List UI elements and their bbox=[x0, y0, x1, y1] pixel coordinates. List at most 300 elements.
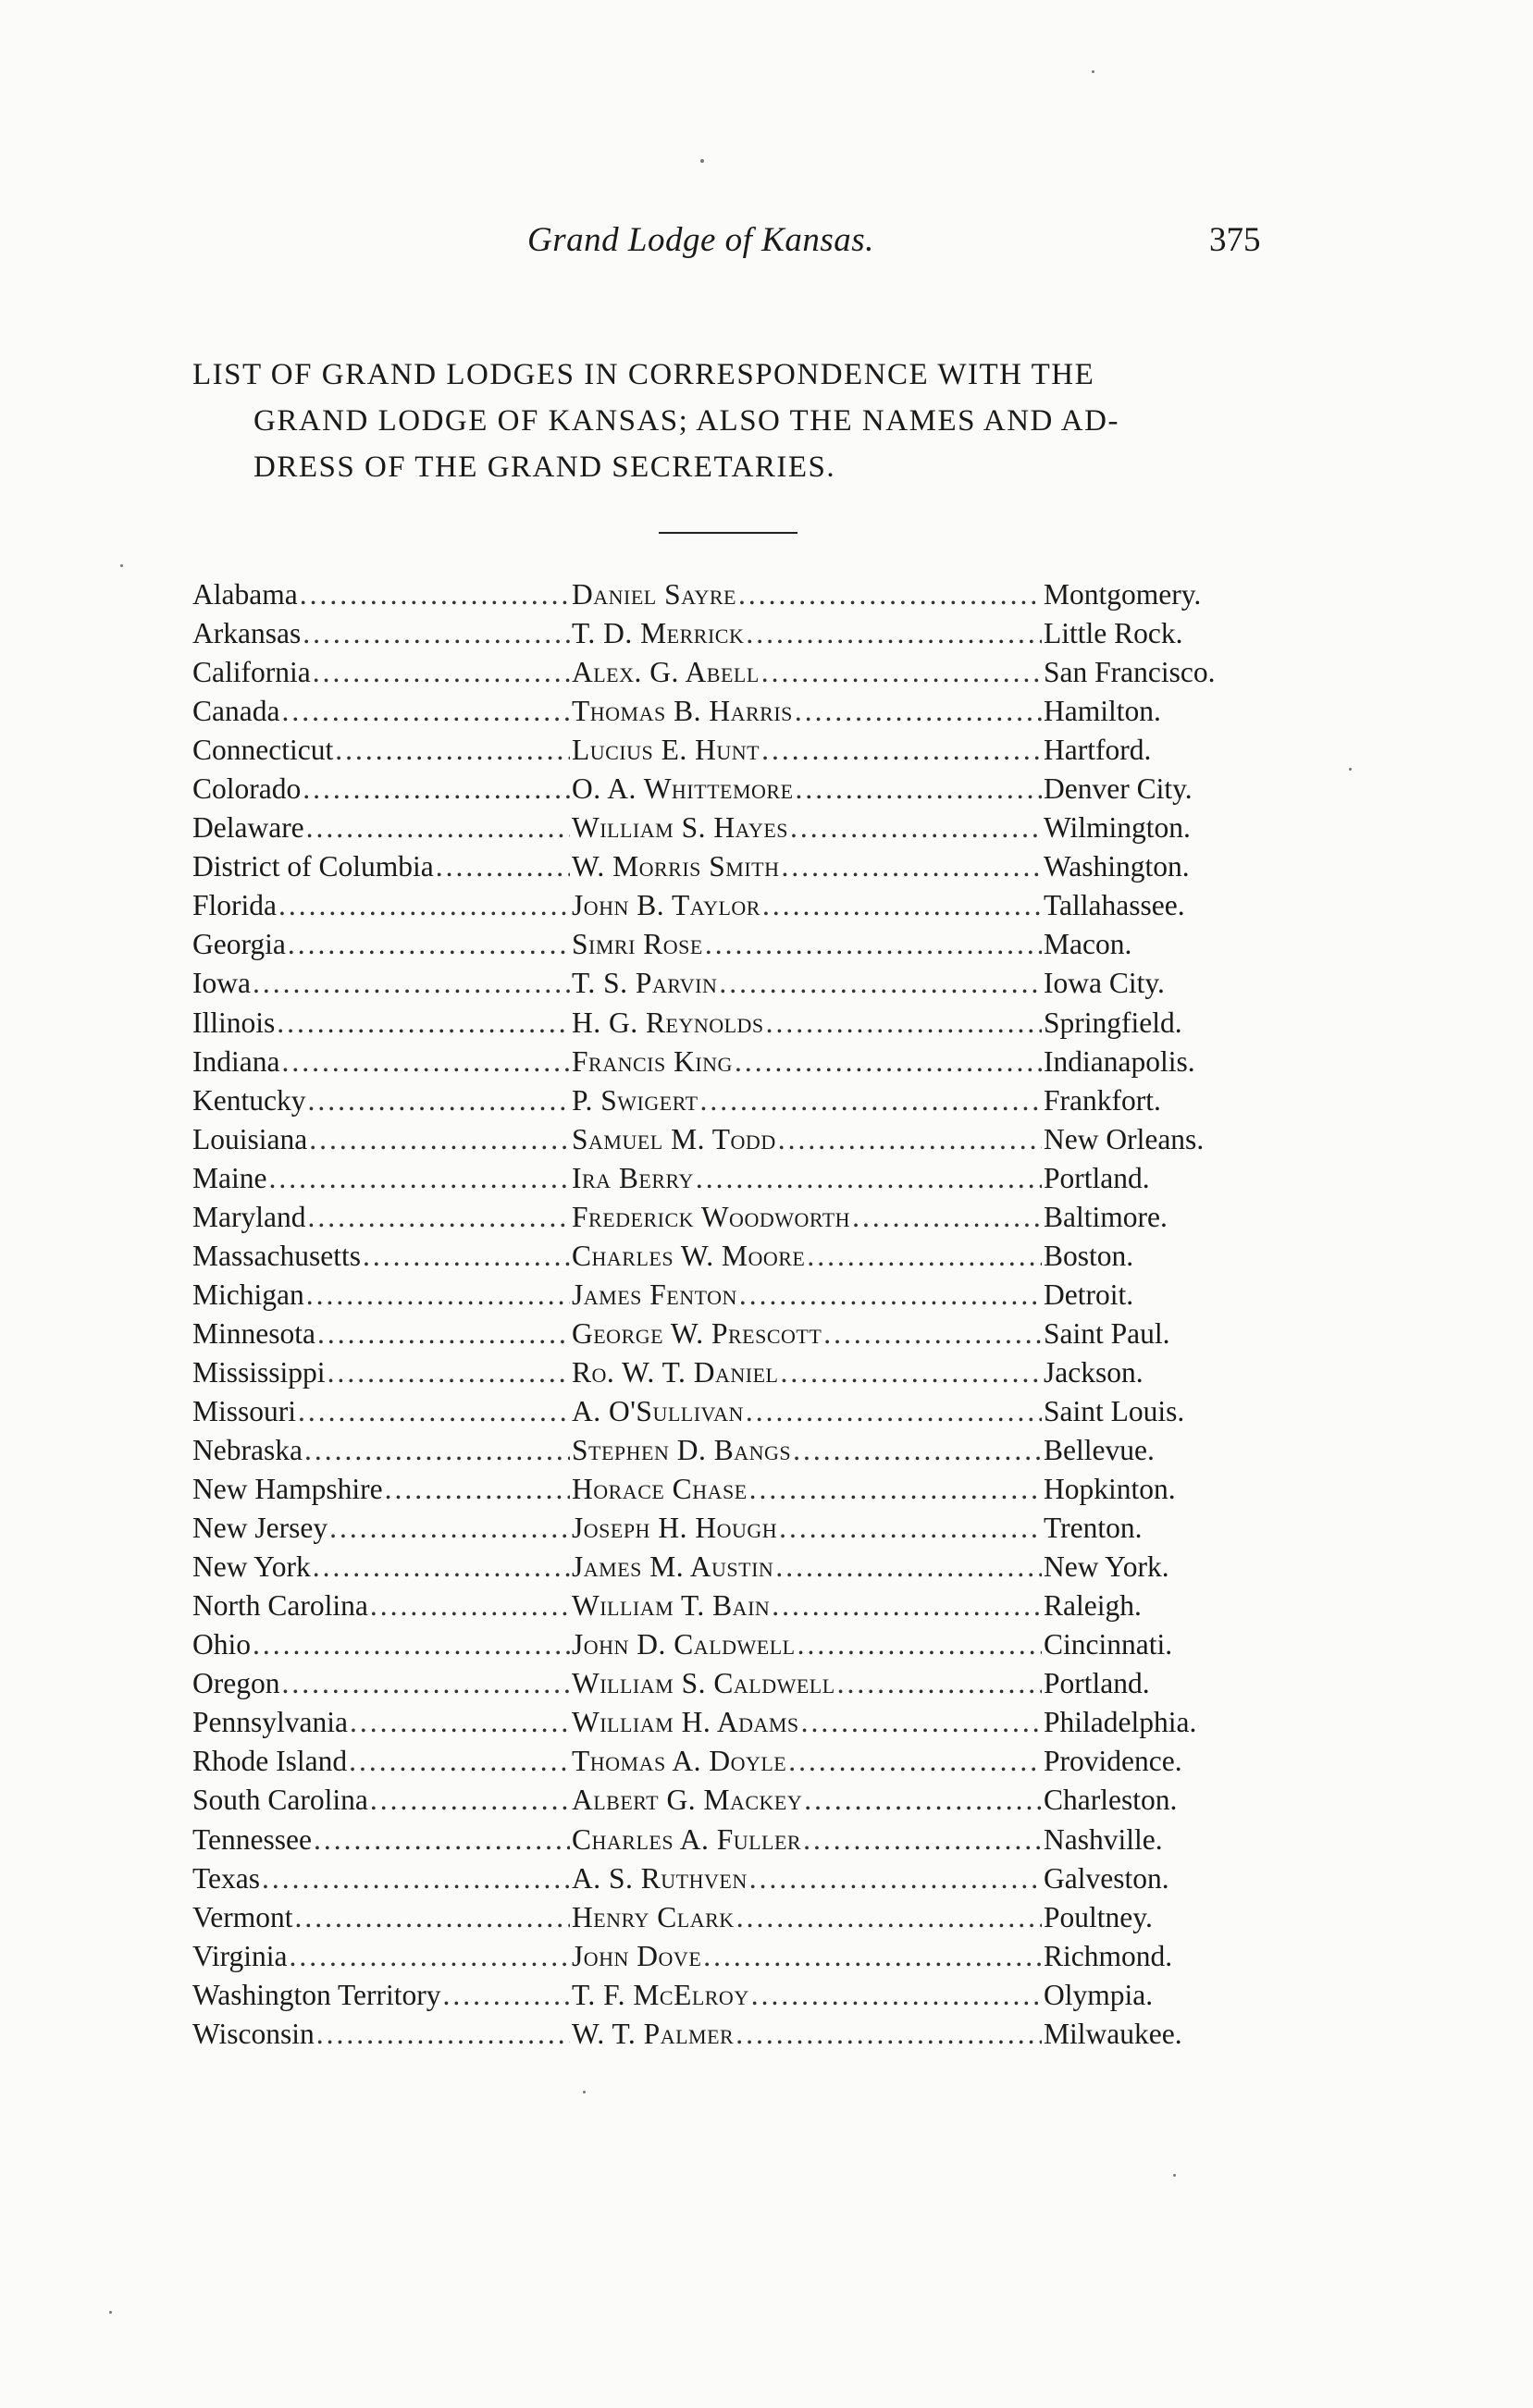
lodge-cell bbox=[192, 1201, 572, 1234]
dot-leader bbox=[705, 928, 1042, 961]
lodge-cell bbox=[192, 1317, 572, 1351]
secretary-name: William S. Caldwell bbox=[572, 1667, 835, 1700]
secretary-name: H. G. Reynolds bbox=[572, 1006, 764, 1039]
address: Boston. bbox=[1044, 1239, 1134, 1272]
address: Nashville. bbox=[1044, 1822, 1163, 1856]
secretary-cell bbox=[572, 1123, 1044, 1156]
dot-leader bbox=[277, 1006, 570, 1040]
address: Frankfort. bbox=[1044, 1083, 1161, 1117]
dot-leader bbox=[738, 578, 1042, 611]
secretary-cell bbox=[572, 1550, 1044, 1584]
lodge-cell bbox=[192, 1395, 572, 1428]
secretary-name: John Dove bbox=[572, 1939, 702, 1972]
secretary-cell bbox=[572, 617, 1044, 650]
lodge-name: Arkansas bbox=[192, 617, 302, 650]
list-item bbox=[192, 811, 1280, 850]
dot-leader bbox=[801, 1706, 1042, 1739]
secretary-cell bbox=[572, 1512, 1044, 1545]
address: Charleston. bbox=[1044, 1784, 1178, 1817]
secretary-name: A. O'Sullivan bbox=[572, 1394, 744, 1427]
secretary-name: A. S. Ruthven bbox=[572, 1861, 748, 1895]
separator-rule bbox=[659, 532, 797, 534]
secretary-name: Albert G. Mackey bbox=[572, 1784, 803, 1817]
secretary-cell bbox=[572, 1395, 1044, 1428]
address: Hopkinton. bbox=[1044, 1473, 1176, 1506]
dot-leader bbox=[370, 1589, 570, 1623]
dot-leader bbox=[317, 1317, 570, 1351]
lodge-name: New York bbox=[192, 1550, 311, 1584]
list-item bbox=[192, 656, 1280, 695]
print-speck bbox=[1173, 2174, 1176, 2177]
dot-leader bbox=[807, 1240, 1042, 1273]
dot-leader bbox=[736, 1901, 1042, 1934]
dot-leader bbox=[775, 1550, 1042, 1584]
lodge-cell bbox=[192, 1979, 572, 2012]
address: Little Rock. bbox=[1044, 617, 1183, 650]
dot-leader bbox=[823, 1317, 1042, 1351]
heading-line: DRESS OF THE GRAND SECRETARIES. bbox=[253, 451, 836, 484]
address: Montgomery. bbox=[1044, 578, 1202, 611]
lodge-cell bbox=[192, 1123, 572, 1156]
address: Denver City. bbox=[1044, 772, 1193, 806]
lodge-cell bbox=[192, 1162, 572, 1195]
secretary-name: Alex. G. Abell bbox=[572, 656, 760, 689]
list-item bbox=[192, 1395, 1280, 1434]
list-item bbox=[192, 578, 1280, 617]
lodge-name: Mississippi bbox=[192, 1355, 326, 1389]
secretary-name: Frederick Woodworth bbox=[572, 1200, 851, 1233]
dot-leader bbox=[350, 1706, 570, 1739]
list-item bbox=[192, 1201, 1280, 1240]
dot-leader bbox=[795, 695, 1042, 728]
address: Philadelphia. bbox=[1044, 1706, 1197, 1739]
address: Saint Paul. bbox=[1044, 1316, 1170, 1350]
secretary-cell bbox=[572, 1940, 1044, 1973]
address: Hartford. bbox=[1044, 734, 1152, 767]
secretary-cell bbox=[572, 1240, 1044, 1273]
lodge-cell bbox=[192, 734, 572, 767]
lodge-cell bbox=[192, 1706, 572, 1739]
running-title: Grand Lodge of Kansas. bbox=[527, 221, 874, 259]
secretary-cell bbox=[572, 811, 1044, 845]
dot-leader bbox=[307, 1084, 570, 1118]
dot-leader bbox=[335, 734, 570, 767]
list-item bbox=[192, 1550, 1280, 1589]
secretary-cell bbox=[572, 1278, 1044, 1312]
lodge-cell bbox=[192, 1550, 572, 1584]
secretary-cell bbox=[572, 889, 1044, 922]
address: Raleigh. bbox=[1044, 1589, 1142, 1623]
secretary-name: P. Swigert bbox=[572, 1083, 699, 1117]
secretary-name: William H. Adams bbox=[572, 1706, 799, 1739]
dot-leader bbox=[313, 1550, 570, 1584]
address: Springfield. bbox=[1044, 1006, 1182, 1039]
lodge-name: District of Columbia bbox=[192, 850, 434, 883]
lodge-name: Wisconsin bbox=[192, 2017, 315, 2050]
lodge-cell bbox=[192, 1940, 572, 1973]
secretary-name: William S. Hayes bbox=[572, 811, 789, 845]
lodge-cell bbox=[192, 695, 572, 728]
dot-leader bbox=[303, 772, 570, 806]
list-item bbox=[192, 1862, 1280, 1901]
address: Poultney. bbox=[1044, 1900, 1153, 1933]
list-item bbox=[192, 1589, 1280, 1628]
list-item bbox=[192, 1045, 1280, 1084]
list-item bbox=[192, 1278, 1280, 1317]
print-speck bbox=[120, 564, 123, 567]
dot-leader bbox=[253, 967, 570, 1000]
list-item bbox=[192, 928, 1280, 967]
list-item bbox=[192, 1084, 1280, 1123]
secretary-name: George W. Prescott bbox=[572, 1316, 822, 1350]
dot-leader bbox=[306, 811, 570, 845]
address: Macon. bbox=[1044, 928, 1132, 961]
lodge-cell bbox=[192, 1628, 572, 1661]
secretary-cell bbox=[572, 2018, 1044, 2051]
dot-leader bbox=[749, 1473, 1042, 1506]
lodge-cell bbox=[192, 1901, 572, 1934]
secretary-cell bbox=[572, 1162, 1044, 1195]
dot-leader bbox=[703, 1940, 1042, 1973]
secretary-name: Simri Rose bbox=[572, 928, 703, 961]
secretary-name: Stephen D. Bangs bbox=[572, 1434, 792, 1467]
dot-leader bbox=[778, 1123, 1042, 1156]
dot-leader bbox=[837, 1667, 1042, 1700]
dot-leader bbox=[385, 1473, 570, 1506]
secretary-name: O. A. Whittemore bbox=[572, 772, 794, 806]
list-item bbox=[192, 967, 1280, 1006]
print-speck bbox=[1092, 70, 1094, 73]
secretary-cell bbox=[572, 1317, 1044, 1351]
dot-leader bbox=[268, 1162, 570, 1195]
address: Trenton. bbox=[1044, 1512, 1143, 1545]
secretary-name: Thomas B. Harris bbox=[572, 695, 793, 728]
dot-leader bbox=[739, 1278, 1042, 1312]
lodge-cell bbox=[192, 656, 572, 689]
list-item bbox=[192, 1512, 1280, 1550]
address: Saint Louis. bbox=[1044, 1394, 1185, 1427]
secretary-name: John D. Caldwell bbox=[572, 1628, 796, 1661]
secretary-name: Lucius E. Hunt bbox=[572, 734, 760, 767]
lodge-name: New Jersey bbox=[192, 1512, 328, 1545]
list-item bbox=[192, 734, 1280, 772]
lodge-name: Louisiana bbox=[192, 1122, 308, 1155]
lodge-cell bbox=[192, 1240, 572, 1273]
list-item bbox=[192, 1317, 1280, 1356]
address: Richmond. bbox=[1044, 1939, 1173, 1972]
dot-leader bbox=[762, 889, 1042, 922]
list-item bbox=[192, 1628, 1280, 1667]
list-item bbox=[192, 1434, 1280, 1473]
dot-leader bbox=[804, 1784, 1042, 1817]
list-item bbox=[192, 1745, 1280, 1784]
dot-leader bbox=[309, 1123, 570, 1156]
secretary-name: Joseph H. Hough bbox=[572, 1512, 778, 1545]
dot-leader bbox=[281, 1667, 570, 1700]
dot-leader bbox=[700, 1084, 1042, 1118]
secretary-cell bbox=[572, 1356, 1044, 1389]
lodge-cell bbox=[192, 2018, 572, 2051]
secretary-cell bbox=[572, 578, 1044, 611]
secretary-cell bbox=[572, 734, 1044, 767]
secretary-name: John B. Taylor bbox=[572, 889, 760, 922]
dot-leader bbox=[298, 1395, 570, 1428]
secretary-cell bbox=[572, 695, 1044, 728]
running-head bbox=[0, 220, 1533, 276]
dot-leader bbox=[746, 617, 1042, 650]
dot-leader bbox=[696, 1162, 1042, 1195]
lodge-name: Michigan bbox=[192, 1278, 304, 1311]
lodge-cell bbox=[192, 1862, 572, 1896]
lodge-cell bbox=[192, 1473, 572, 1506]
address: Providence. bbox=[1044, 1745, 1182, 1778]
lodge-cell bbox=[192, 1512, 572, 1545]
dot-leader bbox=[796, 772, 1042, 806]
dot-leader bbox=[328, 1356, 570, 1389]
dot-leader bbox=[751, 1979, 1042, 2012]
lodge-cell bbox=[192, 1045, 572, 1079]
secretary-cell bbox=[572, 1045, 1044, 1079]
lodge-name: Delaware bbox=[192, 811, 304, 845]
lodge-name: Illinois bbox=[192, 1006, 276, 1039]
lodge-name: Florida bbox=[192, 889, 277, 922]
lodge-name: New Hampshire bbox=[192, 1473, 383, 1506]
secretary-name: Francis King bbox=[572, 1044, 733, 1078]
heading-line: LIST OF GRAND LODGES IN CORRESPONDENCE WITH THE bbox=[192, 358, 1095, 391]
dot-leader bbox=[288, 928, 570, 961]
address: Tallahassee. bbox=[1044, 889, 1185, 922]
lodge-cell bbox=[192, 578, 572, 611]
dot-leader bbox=[436, 850, 570, 883]
dot-leader bbox=[304, 1434, 570, 1467]
address: Hamilton. bbox=[1044, 695, 1161, 728]
dot-leader bbox=[349, 1745, 570, 1778]
lodge-cell bbox=[192, 617, 572, 650]
lodge-name: Canada bbox=[192, 695, 280, 728]
secretary-name: James M. Austin bbox=[572, 1550, 774, 1584]
dot-leader bbox=[443, 1979, 570, 2012]
list-item bbox=[192, 1979, 1280, 2018]
lodge-cell bbox=[192, 967, 572, 1000]
dot-leader bbox=[294, 1901, 570, 1934]
dot-leader bbox=[300, 578, 570, 611]
dot-leader bbox=[761, 656, 1042, 689]
secretary-cell bbox=[572, 1434, 1044, 1467]
secretary-name: Thomas A. Doyle bbox=[572, 1745, 787, 1778]
lodge-name: Tennessee bbox=[192, 1822, 312, 1856]
secretary-name: W. T. Palmer bbox=[572, 2017, 735, 2050]
lodge-list bbox=[192, 578, 1280, 2056]
secretary-name: T. F. McElroy bbox=[572, 1978, 749, 2011]
lodge-cell bbox=[192, 928, 572, 961]
secretary-cell bbox=[572, 1084, 1044, 1118]
lodge-name: North Carolina bbox=[192, 1589, 368, 1623]
secretary-name: T. S. Parvin bbox=[572, 967, 718, 1000]
lodge-name: Maryland bbox=[192, 1200, 306, 1233]
print-speck bbox=[583, 2091, 586, 2093]
address: New Orleans. bbox=[1044, 1122, 1205, 1155]
dot-leader bbox=[852, 1201, 1042, 1234]
address: Jackson. bbox=[1044, 1355, 1144, 1389]
secretary-cell bbox=[572, 967, 1044, 1000]
lodge-name: California bbox=[192, 656, 311, 689]
address: Detroit. bbox=[1044, 1278, 1134, 1311]
address: Olympia. bbox=[1044, 1978, 1154, 2011]
list-item bbox=[192, 772, 1280, 811]
dot-leader bbox=[803, 1823, 1042, 1857]
secretary-cell bbox=[572, 1006, 1044, 1040]
secretary-name: Horace Chase bbox=[572, 1473, 748, 1506]
dot-leader bbox=[766, 1006, 1042, 1040]
dot-leader bbox=[281, 1045, 570, 1079]
secretary-cell bbox=[572, 1901, 1044, 1934]
secretary-cell bbox=[572, 1201, 1044, 1234]
lodge-cell bbox=[192, 1278, 572, 1312]
secretary-cell bbox=[572, 1667, 1044, 1700]
dot-leader bbox=[749, 1862, 1042, 1896]
list-item bbox=[192, 1940, 1280, 1979]
dot-leader bbox=[262, 1862, 570, 1896]
lodge-cell bbox=[192, 1084, 572, 1118]
print-speck bbox=[1349, 768, 1352, 771]
secretary-cell bbox=[572, 1862, 1044, 1896]
lodge-name: Washington Territory bbox=[192, 1978, 441, 2011]
dot-leader bbox=[329, 1512, 570, 1545]
list-item bbox=[192, 1006, 1280, 1045]
secretary-name: Charles A. Fuller bbox=[572, 1822, 802, 1856]
lodge-name: Colorado bbox=[192, 772, 302, 806]
dot-leader bbox=[278, 889, 570, 922]
list-item bbox=[192, 1123, 1280, 1162]
secretary-cell bbox=[572, 1979, 1044, 2012]
secretary-cell bbox=[572, 850, 1044, 883]
address: Milwaukee. bbox=[1044, 2017, 1182, 2050]
lodge-name: Pennsylvania bbox=[192, 1706, 348, 1739]
lodge-cell bbox=[192, 1667, 572, 1700]
list-item bbox=[192, 1473, 1280, 1512]
dot-leader bbox=[314, 1823, 570, 1857]
lodge-name: Ohio bbox=[192, 1628, 251, 1661]
lodge-name: Alabama bbox=[192, 578, 298, 611]
secretary-cell bbox=[572, 1784, 1044, 1817]
dot-leader bbox=[790, 811, 1042, 845]
list-item bbox=[192, 1706, 1280, 1745]
dot-leader bbox=[306, 1278, 570, 1312]
dot-leader bbox=[772, 1589, 1042, 1623]
address: Wilmington. bbox=[1044, 811, 1191, 845]
dot-leader bbox=[779, 1512, 1042, 1545]
lodge-cell bbox=[192, 1784, 572, 1817]
list-item bbox=[192, 1356, 1280, 1395]
lodge-cell bbox=[192, 772, 572, 806]
lodge-cell bbox=[192, 1589, 572, 1623]
lodge-name: Missouri bbox=[192, 1394, 297, 1427]
lodge-cell bbox=[192, 850, 572, 883]
secretary-cell bbox=[572, 772, 1044, 806]
list-item bbox=[192, 2018, 1280, 2056]
list-item bbox=[192, 1162, 1280, 1201]
lodge-name: Indiana bbox=[192, 1044, 280, 1078]
secretary-name: W. Morris Smith bbox=[572, 850, 780, 883]
dot-leader bbox=[303, 617, 570, 650]
dot-leader bbox=[290, 1940, 570, 1973]
secretary-name: Henry Clark bbox=[572, 1900, 735, 1933]
secretary-cell bbox=[572, 1706, 1044, 1739]
secretary-name: William T. Bain bbox=[572, 1589, 771, 1623]
secretary-cell bbox=[572, 1745, 1044, 1778]
lodge-cell bbox=[192, 811, 572, 845]
secretary-cell bbox=[572, 1589, 1044, 1623]
dot-leader bbox=[736, 2018, 1042, 2051]
secretary-name: Ira Berry bbox=[572, 1161, 694, 1194]
dot-leader bbox=[788, 1745, 1042, 1778]
lodge-cell bbox=[192, 889, 572, 922]
address: Galveston. bbox=[1044, 1861, 1169, 1895]
dot-leader bbox=[782, 850, 1042, 883]
list-item bbox=[192, 1901, 1280, 1940]
lodge-name: Georgia bbox=[192, 928, 286, 961]
dot-leader bbox=[281, 695, 570, 728]
address: Cincinnati. bbox=[1044, 1628, 1173, 1661]
secretary-cell bbox=[572, 928, 1044, 961]
dot-leader bbox=[797, 1628, 1042, 1661]
secretary-name: T. D. Merrick bbox=[572, 617, 745, 650]
lodge-name: Vermont bbox=[192, 1900, 293, 1933]
secretary-cell bbox=[572, 1823, 1044, 1857]
lodge-name: Maine bbox=[192, 1161, 267, 1194]
dot-leader bbox=[793, 1434, 1042, 1467]
lodge-name: Connecticut bbox=[192, 734, 334, 767]
print-speck bbox=[700, 159, 704, 163]
dot-leader bbox=[780, 1356, 1042, 1389]
dot-leader bbox=[307, 1201, 570, 1234]
list-item bbox=[192, 695, 1280, 734]
dot-leader bbox=[735, 1045, 1042, 1079]
lodge-cell bbox=[192, 1434, 572, 1467]
list-item bbox=[192, 1784, 1280, 1822]
address: Washington. bbox=[1044, 850, 1190, 883]
list-item bbox=[192, 1823, 1280, 1862]
dot-leader bbox=[761, 734, 1042, 767]
print-speck bbox=[109, 2311, 112, 2314]
lodge-name: Nebraska bbox=[192, 1434, 303, 1467]
secretary-cell bbox=[572, 656, 1044, 689]
address: Portland. bbox=[1044, 1161, 1150, 1194]
lodge-name: Rhode Island bbox=[192, 1745, 348, 1778]
dot-leader bbox=[313, 656, 570, 689]
lodge-cell bbox=[192, 1356, 572, 1389]
address: Bellevue. bbox=[1044, 1434, 1155, 1467]
list-item bbox=[192, 1667, 1280, 1706]
dot-leader bbox=[363, 1240, 570, 1273]
address: New York. bbox=[1044, 1550, 1169, 1584]
dot-leader bbox=[719, 967, 1042, 1000]
lodge-name: Kentucky bbox=[192, 1083, 306, 1117]
address: San Francisco. bbox=[1044, 656, 1216, 689]
lodge-name: Iowa bbox=[192, 967, 251, 1000]
dot-leader bbox=[316, 2018, 570, 2051]
lodge-cell bbox=[192, 1745, 572, 1778]
list-heading bbox=[192, 352, 1289, 490]
list-item bbox=[192, 1240, 1280, 1278]
secretary-cell bbox=[572, 1473, 1044, 1506]
dot-leader bbox=[746, 1395, 1042, 1428]
address: Baltimore. bbox=[1044, 1200, 1168, 1233]
page-number: 375 bbox=[1209, 221, 1261, 259]
list-item bbox=[192, 617, 1280, 656]
list-item bbox=[192, 889, 1280, 928]
secretary-name: Daniel Sayre bbox=[572, 578, 736, 611]
